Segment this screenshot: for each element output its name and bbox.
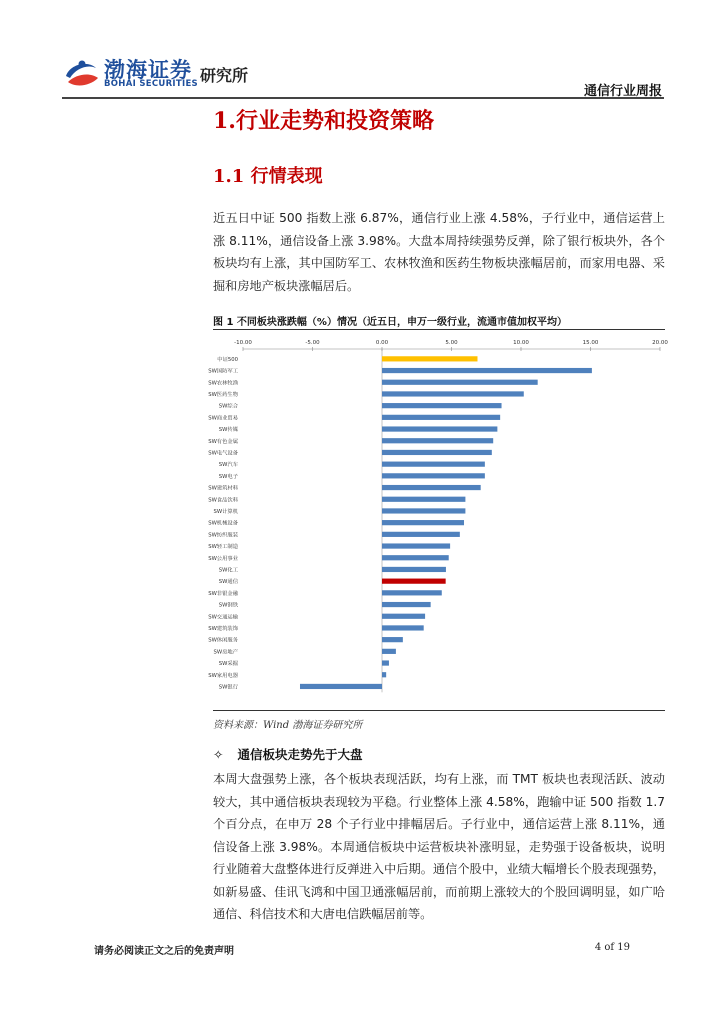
category-label: SW电气设备: [208, 450, 238, 457]
category-label: SW银行: [218, 684, 238, 691]
category-label: SW综合: [218, 403, 238, 410]
market-summary-paragraph: 近五日中证 500 指数上涨 6.87%，通信行业上涨 4.58%，子行业中，通信运营上涨 8.11%，通信设备上涨 3.98%。大盘本周持续强势反弹，除了银行板块外，各个板块均有上涨，其中国防军工、农林牧渔和医药生物板块涨幅居前，而家用电器、采掘和房地产板块涨幅居后。: [213, 211, 665, 293]
category-label: SW医药生物: [208, 391, 238, 398]
bar-23: [382, 614, 425, 619]
bar-2: [382, 368, 592, 373]
category-label: SW化工: [218, 567, 238, 574]
category-label: SW非银金融: [208, 590, 238, 597]
category-label: SW通信: [218, 579, 238, 586]
bar-26: [382, 649, 396, 654]
bar-22: [382, 602, 431, 607]
bar-11: [382, 473, 485, 478]
x-tick-label: -5.00: [305, 340, 320, 346]
category-label: SW电子: [218, 473, 238, 480]
bar-15: [382, 520, 464, 525]
category-label: SW计算机: [213, 508, 238, 515]
bar-19: [382, 567, 446, 572]
bar-1: [382, 356, 477, 361]
header-divider: [62, 97, 664, 99]
category-label: SW房地产: [213, 649, 238, 656]
x-tick-label: 10.00: [513, 340, 529, 346]
category-label: SW有色金属: [208, 438, 238, 445]
bar-7: [382, 426, 497, 431]
bar-13: [382, 497, 465, 502]
figure-bottom-rule: [213, 710, 665, 711]
category-label: SW休闲服务: [208, 637, 238, 644]
category-label: SW商业贸易: [208, 415, 238, 422]
bar-4: [382, 391, 524, 396]
institute-name: 研究所: [200, 66, 249, 85]
figure-top-rule: [213, 329, 665, 330]
bar-28: [382, 672, 386, 677]
bar-10: [382, 462, 485, 467]
category-label: SW家用电器: [208, 672, 238, 679]
bar-12: [382, 485, 481, 490]
page-header: [0, 0, 724, 100]
logo-chinese-name: 渤海证券: [104, 57, 192, 82]
bar-3: [382, 380, 538, 385]
subsection-heading: 1.1 行情表现: [213, 166, 323, 187]
section-heading: 1.行业走势和投资策略: [213, 108, 434, 134]
category-label: SW公用事业: [208, 555, 238, 562]
category-label: SW建筑装饰: [208, 625, 238, 632]
x-tick-label: 5.00: [445, 340, 458, 346]
category-label: SW交通运输: [208, 614, 238, 621]
bar-27: [382, 660, 389, 665]
bar-8: [382, 438, 493, 443]
category-label: SW国防军工: [208, 368, 238, 375]
bar-18: [382, 555, 449, 560]
category-label: SW钢铁: [218, 602, 238, 609]
logo-english-name: BOHAI SECURITIES: [104, 79, 198, 89]
category-label: SW传媒: [218, 427, 238, 434]
report-name: 通信行业周报: [583, 84, 662, 99]
bar-25: [382, 637, 403, 642]
category-label: SW纺织服装: [208, 532, 238, 539]
x-tick-label: 0.00: [375, 340, 389, 346]
footer-disclaimer: 请务必阅读正文之后的免责声明: [94, 946, 234, 957]
category-label: SW采掘: [218, 661, 238, 668]
bar-24: [382, 625, 424, 630]
bar-14: [382, 508, 465, 513]
figure-title: 图 1 不同板块涨跌幅（%）情况（近五日，申万一级行业，流通市值加权平均）: [213, 317, 567, 328]
bar-21: [382, 590, 442, 595]
bullet-heading-text: 通信板块走势先于大盘: [237, 747, 363, 762]
sector-change-bar-chart: [208, 333, 668, 705]
category-label: SW汽车: [218, 462, 238, 469]
page-number: 4 of 19: [594, 942, 630, 953]
bar-29: [300, 684, 382, 689]
bar-16: [382, 532, 460, 537]
x-tick-label: -10.00: [234, 340, 252, 346]
bar-6: [382, 415, 500, 420]
diamond-bullet-icon: ✧: [213, 747, 224, 762]
figure-source: 资料来源：Wind 渤海证券研究所: [213, 720, 363, 731]
bohai-logo-icon: [62, 56, 100, 90]
category-label: SW轻工制造: [208, 544, 238, 551]
bar-20: [382, 579, 446, 584]
x-tick-label: 20.00: [652, 340, 668, 346]
category-label: SW建筑材料: [208, 485, 238, 492]
bar-17: [382, 543, 450, 548]
sector-analysis-paragraph: 本周大盘强势上涨，各个板块表现活跃，均有上涨，而 TMT 板块也表现活跃、波动较大，其中通信板块表现较为平稳。行业整体上涨 4.58%，跑输中证 500 指数 1.7 个百分点，在申万 28 个子行业中排幅居后。子行业中，通信运营上涨 8.11%，通信设备上涨 3.98%。本周通信板块中运营板块补涨明显，走势强于设备板块，说明行业随着大盘整体进行反弹进入中后期。通信个股中，业绩大幅增长个股表现强势，如新易盛、佳讯飞鸿和中国卫通涨幅居前，而前期上涨较大的个股回调明显，如广哈通信、科信技术和大唐电信跌幅居前等。: [213, 772, 665, 921]
bar-5: [382, 403, 502, 408]
bar-9: [382, 450, 492, 455]
x-tick-label: 15.00: [582, 340, 599, 346]
category-label: SW机械设备: [208, 520, 238, 527]
category-label: SW农林牧渔: [208, 380, 238, 387]
category-label: SW食品饮料: [208, 497, 238, 504]
category-label: 中证500: [217, 356, 238, 363]
bullet-heading: [213, 745, 363, 763]
